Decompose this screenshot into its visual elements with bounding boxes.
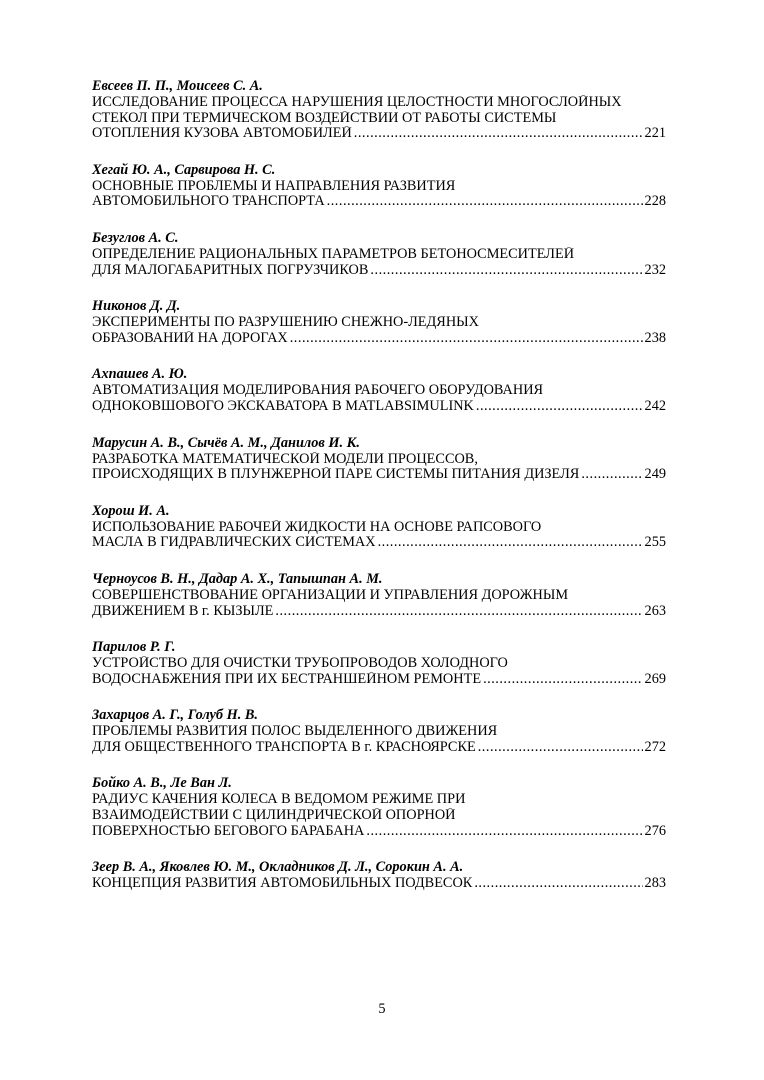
dot-leader [476,399,643,415]
entry-page-number: 283 [644,876,666,892]
entry-authors: Никонов Д. Д. [92,298,181,315]
entry-title-last-line [92,126,666,142]
entry-authors: Хегай Ю. А., Сарвирова Н. С. [92,161,276,178]
entry-title-text: ОБРАЗОВАНИЙ НА ДОРОГАХ [92,330,288,346]
entry-page-number: 238 [644,330,666,346]
entry-authors: Ахпашев А. Ю. [92,366,188,383]
entry-title-text: ВОДОСНАБЖЕНИЯ ПРИ ИХ БЕСТРАНШЕЙНОМ РЕМОНТЕ [92,671,482,687]
toc-entry [92,299,666,346]
entry-title-text: МАСЛА В ГИДРАВЛИЧЕСКИХ СИСТЕМАХ [92,535,376,551]
entry-title-line: ИСПОЛЬЗОВАНИЕ РАБОЧЕЙ ЖИДКОСТИ НА ОСНОВЕ РАПСОВОГО [92,519,542,535]
entry-page-number: 221 [644,126,666,142]
entry-title-last-line [92,331,666,347]
entry-authors: Парилов Р. Г. [92,639,176,656]
entry-title-text: КОНЦЕПЦИЯ РАЗВИТИЯ АВТОМОБИЛЬНЫХ ПОДВЕСОК [92,876,473,892]
toc-entry [92,776,666,839]
entry-title-line: СОВЕРШЕНСТВОВАНИЕ ОРГАНИЗАЦИИ И УПРАВЛЕНИЯ ДОРОЖНЫМ [92,587,569,603]
dot-leader [354,126,643,142]
entry-authors: Безуглов А. С. [92,229,179,246]
entry-page-number: 276 [644,823,666,839]
dot-leader [366,824,642,840]
dot-leader [378,535,643,551]
toc-entry [92,860,666,892]
entry-title-line: РАЗРАБОТКА МАТЕМАТИЧЕСКОЙ МОДЕЛИ ПРОЦЕССОВ, [92,451,478,467]
entry-title-text: ДЛЯ МАЛОГАБАРИТНЫХ ПОГРУЗЧИКОВ [92,262,369,278]
toc-entry [92,504,666,551]
entry-authors: Зеер В. А., Яковлев Ю. М., Окладников Д. Л., Сорокин А. А. [92,859,464,876]
entry-page-number: 249 [644,467,666,483]
entry-page-number: 272 [644,739,666,755]
entry-title-last-line [92,740,666,756]
entry-title-line: СТЕКОЛ ПРИ ТЕРМИЧЕСКОМ ВОЗДЕЙСТВИИ ОТ РАБОТЫ СИСТЕМЫ [92,110,557,126]
entry-title-last-line [92,604,666,620]
entry-title-text: ПОВЕРХНОСТЬЮ БЕГОВОГО БАРАБАНА [92,823,365,839]
entry-title-line: РАДИУС КАЧЕНИЯ КОЛЕСА В ВЕДОМОМ РЕЖИМЕ ПРИ [92,792,466,808]
toc-entry [92,79,666,142]
toc-entry [92,640,666,687]
entry-authors: Черноусов В. Н., Дадар А. Х., Тапышпан А. М. [92,570,383,587]
entry-title-text: ПРОИСХОДЯЩИХ В ПЛУНЖЕРНОЙ ПАРЕ СИСТЕМЫ ПИТАНИЯ ДИЗЕЛЯ [92,467,580,483]
dot-leader [290,331,643,347]
entry-authors: Евсеев П. П., Моисеев С. А. [92,78,263,94]
entry-title-line: ОПРЕДЕЛЕНИЕ РАЦИОНАЛЬНЫХ ПАРАМЕТРОВ БЕТОНОСМЕСИТЕЛЕЙ [92,246,575,262]
dot-leader [478,740,643,756]
entry-title-text: ДВИЖЕНИЕМ В г. КЫЗЫЛЕ [92,603,274,619]
entry-title-line: УСТРОЙСТВО ДЛЯ ОЧИСТКИ ТРУБОПРОВОДОВ ХОЛОДНОГО [92,656,508,672]
entry-page-number: 228 [644,194,666,210]
entry-title-line: ПРОБЛЕМЫ РАЗВИТИЯ ПОЛОС ВЫДЕЛЕННОГО ДВИЖЕНИЯ [92,724,498,740]
dot-leader [370,263,642,279]
page-number: 5 [378,1001,386,1017]
entry-page-number: 242 [644,398,666,414]
entry-page-number: 263 [644,603,666,619]
entry-page-number: 269 [644,671,666,687]
dot-leader [327,194,643,210]
entry-title-line: ИССЛЕДОВАНИЕ ПРОЦЕССА НАРУШЕНИЯ ЦЕЛОСТНОСТИ МНОГОСЛОЙНЫХ [92,95,622,110]
entry-authors: Бойко А. В., Ле Ван Л. [92,775,232,792]
dot-leader [275,604,642,620]
entry-title-text: АВТОМОБИЛЬНОГО ТРАНСПОРТА [92,194,325,210]
entry-title-last-line [92,194,666,210]
entry-authors: Марусин А. В., Сычёв А. М., Данилов И. К. [92,434,360,451]
entry-title-text: ОДНОКОВШОВОГО ЭКСКАВАТОРА В MATLABSIMULINK [92,398,474,414]
toc-entry [92,163,666,210]
entry-title-last-line [92,399,666,415]
entry-title-line: АВТОМАТИЗАЦИЯ МОДЕЛИРОВАНИЯ РАБОЧЕГО ОБОРУДОВАНИЯ [92,383,544,399]
entry-page-number: 232 [644,262,666,278]
toc-entry [92,231,666,278]
toc-entry [92,572,666,619]
toc-entry [92,708,666,755]
entry-authors: Хорош И. А. [92,502,170,519]
table-of-contents [92,79,666,913]
entry-title-last-line [92,535,666,551]
entry-authors: Захарцов А. Г., Голуб Н. В. [92,707,258,724]
toc-entry [92,367,666,414]
entry-title-text: ДЛЯ ОБЩЕСТВЕННОГО ТРАНСПОРТА В г. КРАСНОЯРСКЕ [92,739,476,755]
entry-title-line: ЭКСПЕРИМЕНТЫ ПО РАЗРУШЕНИЮ СНЕЖНО-ЛЕДЯНЫХ [92,315,479,331]
dot-leader [474,876,642,892]
entry-title-last-line [92,876,666,892]
entry-title-last-line [92,263,666,279]
entry-title-last-line [92,672,666,688]
dot-leader [483,672,642,688]
dot-leader [581,467,642,483]
toc-entry [92,436,666,483]
entry-title-text: ОТОПЛЕНИЯ КУЗОВА АВТОМОБИЛЕЙ [92,126,352,142]
entry-title-last-line [92,824,666,840]
entry-title-line: ВЗАИМОДЕЙСТВИИ С ЦИЛИНДРИЧЕСКОЙ ОПОРНОЙ [92,808,456,824]
entry-title-last-line [92,467,666,483]
entry-title-line: ОСНОВНЫЕ ПРОБЛЕМЫ И НАПРАВЛЕНИЯ РАЗВИТИЯ [92,178,456,194]
entry-page-number: 255 [644,535,666,551]
